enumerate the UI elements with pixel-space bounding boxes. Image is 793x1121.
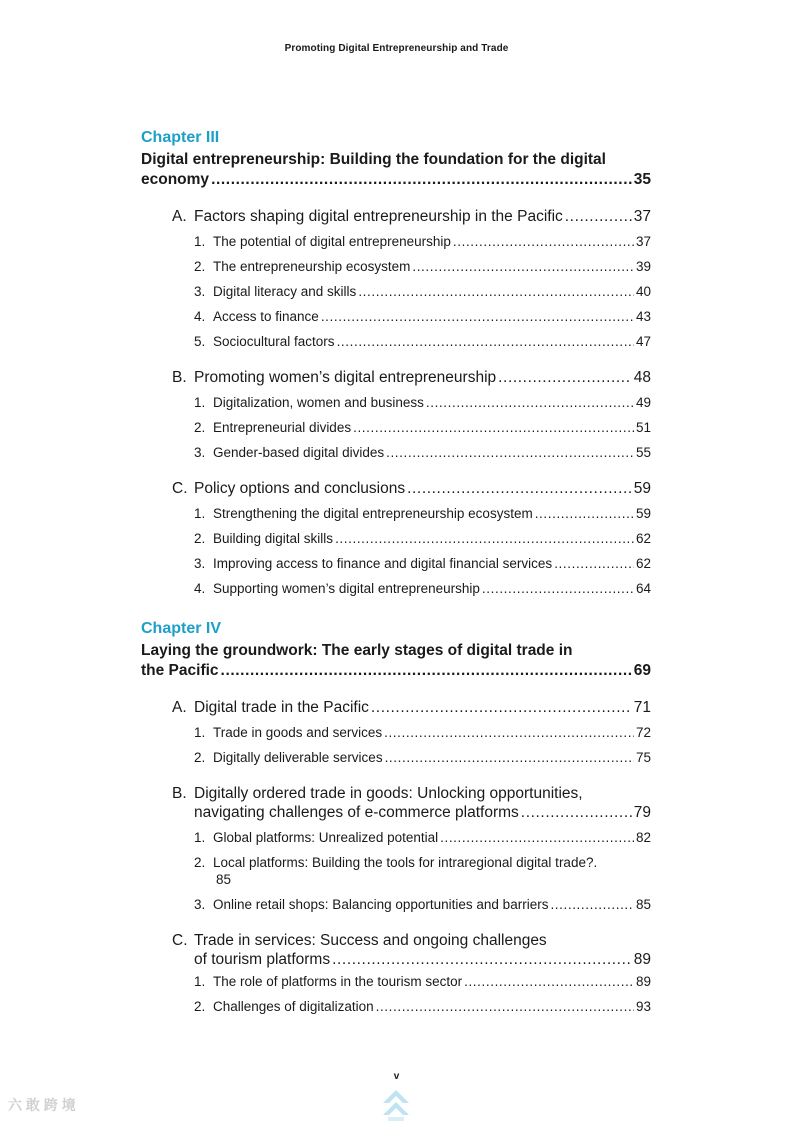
section-title-line2: navigating challenges of e-commerce platforms <box>194 804 519 821</box>
page-number: 62 <box>635 556 651 571</box>
page-number: 93 <box>635 999 651 1014</box>
item-number: 4. <box>194 581 206 596</box>
item-number: 4. <box>194 309 206 324</box>
list-item[interactable] <box>194 415 651 440</box>
list-item[interactable] <box>194 825 651 850</box>
dot-leader <box>353 415 634 440</box>
dot-leader <box>384 720 634 745</box>
list-item[interactable] <box>194 390 651 415</box>
item-title: The entrepreneurship ecosystem <box>213 259 411 274</box>
item-title: Trade in goods and services <box>213 725 383 740</box>
page-number: 62 <box>635 531 651 546</box>
page-number: 51 <box>635 420 651 435</box>
item-title: Digitally deliverable services <box>213 750 383 765</box>
item-number: 1. <box>194 974 206 989</box>
dot-leader <box>358 279 634 304</box>
item-number: 2. <box>194 999 206 1014</box>
section-entry[interactable] <box>172 931 651 969</box>
section-c <box>172 931 651 1019</box>
section-title: Digital trade in the Pacific <box>194 699 369 716</box>
section-title-line2: of tourism platforms <box>194 951 331 968</box>
chapter-label: Chapter IV <box>141 620 222 637</box>
page-number: 71 <box>633 699 651 716</box>
list-item[interactable] <box>194 720 651 745</box>
item-title: The role of platforms in the tourism sector <box>213 974 463 989</box>
item-title: Supporting women’s digital entrepreneurship <box>213 581 480 596</box>
item-number: 3. <box>194 445 206 460</box>
chevron-up-icon <box>383 1090 409 1121</box>
item-number: 1. <box>194 830 206 845</box>
chapter-title[interactable] <box>141 150 651 190</box>
list-item[interactable] <box>194 745 651 770</box>
dot-leader <box>521 803 632 822</box>
watermark-logo: 六 敢 跨 境 <box>8 1097 76 1113</box>
list-item[interactable] <box>194 440 651 465</box>
list-item[interactable] <box>194 551 651 576</box>
dot-leader <box>440 825 634 850</box>
chapter-title-line2: economy <box>141 171 210 188</box>
dot-leader <box>221 661 632 681</box>
item-number: 1. <box>194 234 206 249</box>
chapter-iii <box>141 128 651 601</box>
item-number: 5. <box>194 334 206 349</box>
page-number: 89 <box>633 951 651 968</box>
dot-leader <box>335 526 634 551</box>
list-item[interactable] <box>194 892 651 917</box>
item-number: 1. <box>194 506 206 521</box>
page-number: 37 <box>633 208 651 225</box>
list-item[interactable] <box>194 304 651 329</box>
section-title: Promoting women’s digital entrepreneurship <box>194 369 497 386</box>
section-entry[interactable] <box>172 368 651 387</box>
dot-leader <box>211 170 632 190</box>
page-number: 79 <box>633 804 651 821</box>
item-title-line2: 85 <box>216 872 232 887</box>
chapter-title-line1: Laying the groundwork: The early stages of digital trade in <box>141 642 573 659</box>
section-entry[interactable] <box>172 784 651 822</box>
section-title-line1: Digitally ordered trade in goods: Unlocking opportunities, <box>194 785 583 802</box>
item-number: 2. <box>194 750 206 765</box>
section-a <box>172 698 651 770</box>
list-item[interactable] <box>194 279 651 304</box>
section-b <box>172 784 651 917</box>
item-number: 1. <box>194 725 206 740</box>
page-number: 43 <box>635 309 651 324</box>
section-letter: C. <box>172 480 188 497</box>
item-title: The potential of digital entrepreneurship <box>213 234 451 249</box>
chapter-label: Chapter III <box>141 129 220 146</box>
section-a <box>172 207 651 354</box>
page-number: 59 <box>633 480 651 497</box>
section-letter: A. <box>172 208 187 225</box>
item-number: 3. <box>194 284 206 299</box>
page-number: 47 <box>635 334 651 349</box>
dot-leader <box>482 576 634 601</box>
dot-leader <box>386 440 634 465</box>
item-number: 2. <box>194 259 206 274</box>
list-item[interactable] <box>194 501 651 526</box>
list-item[interactable] <box>194 229 651 254</box>
item-title: Digital literacy and skills <box>213 284 357 299</box>
dot-leader <box>376 994 634 1019</box>
item-title: Gender-based digital divides <box>213 445 385 460</box>
section-letter: B. <box>172 369 187 386</box>
dot-leader <box>554 551 634 576</box>
page-number: 40 <box>635 284 651 299</box>
chapter-title[interactable] <box>141 641 651 681</box>
item-title: Access to finance <box>213 309 319 324</box>
dot-leader <box>453 229 634 254</box>
item-title: Sociocultural factors <box>213 334 335 349</box>
section-title: Policy options and conclusions <box>194 480 406 497</box>
item-title: Improving access to finance and digital financial services <box>213 556 553 571</box>
page-number: 49 <box>635 395 651 410</box>
page-footer-number: v <box>393 1071 400 1082</box>
section-entry[interactable] <box>172 698 651 717</box>
section-entry[interactable] <box>172 479 651 498</box>
item-title: Challenges of digitalization <box>213 999 374 1014</box>
dot-leader <box>464 969 634 994</box>
dot-leader <box>535 501 634 526</box>
section-title-line1: Trade in services: Success and ongoing challenges <box>194 932 547 949</box>
page-number: 75 <box>635 750 651 765</box>
page-number: 89 <box>635 974 651 989</box>
dot-leader <box>498 368 632 387</box>
item-title: Online retail shops: Balancing opportunities and barriers <box>213 897 549 912</box>
section-c <box>172 479 651 601</box>
dot-leader <box>426 390 634 415</box>
section-entry[interactable] <box>172 207 651 226</box>
page-number: 37 <box>635 234 651 249</box>
dot-leader <box>550 892 634 917</box>
item-number: 3. <box>194 897 206 912</box>
page-number: 35 <box>633 171 651 188</box>
list-item[interactable] <box>194 526 651 551</box>
page-number: 39 <box>635 259 651 274</box>
dot-leader <box>565 207 632 226</box>
section-b <box>172 368 651 465</box>
page-number: 82 <box>635 830 651 845</box>
list-item[interactable] <box>194 254 651 279</box>
table-of-contents <box>141 128 651 1019</box>
page-number: 59 <box>635 506 651 521</box>
item-title: Entrepreneurial divides <box>213 420 352 435</box>
item-number: 2. <box>194 855 206 870</box>
list-item[interactable] <box>194 969 651 994</box>
item-number: 3. <box>194 556 206 571</box>
chapter-title-line2: the Pacific <box>141 662 219 679</box>
running-header: Promoting Digital Entrepreneurship and Trade <box>284 43 509 54</box>
item-number: 1. <box>194 395 206 410</box>
item-title: Strengthening the digital entrepreneurship ecosystem <box>213 506 533 521</box>
section-title: Factors shaping digital entrepreneurship in the Pacific <box>194 208 563 225</box>
item-title: Global platforms: Unrealized potential <box>213 830 439 845</box>
dot-leader <box>412 254 634 279</box>
dot-leader <box>321 304 634 329</box>
item-title: Building digital skills <box>213 531 334 546</box>
dot-leader <box>407 479 632 498</box>
dot-leader <box>332 950 632 969</box>
item-title-line1: Local platforms: Building the tools for intraregional digital trade?. <box>213 855 598 870</box>
page-number: 55 <box>635 445 651 460</box>
page-number: 72 <box>635 725 651 740</box>
list-item[interactable] <box>194 994 651 1019</box>
item-number: 2. <box>194 420 206 435</box>
list-item[interactable] <box>194 329 651 354</box>
item-number: 2. <box>194 531 206 546</box>
page-number: 85 <box>635 897 651 912</box>
dot-leader <box>371 698 632 717</box>
chapter-title-line1: Digital entrepreneurship: Building the foundation for the digital <box>141 151 606 168</box>
section-letter: B. <box>172 785 187 802</box>
dot-leader <box>385 745 634 770</box>
chapter-iv <box>141 619 651 1019</box>
page-number: 69 <box>633 662 651 679</box>
section-letter: A. <box>172 699 187 716</box>
page-number: 48 <box>633 369 651 386</box>
section-letter: C. <box>172 932 188 949</box>
dot-leader <box>337 329 634 354</box>
page-number: 64 <box>635 581 651 596</box>
list-item[interactable] <box>194 854 651 888</box>
item-title: Digitalization, women and business <box>213 395 424 410</box>
list-item[interactable] <box>194 576 651 601</box>
